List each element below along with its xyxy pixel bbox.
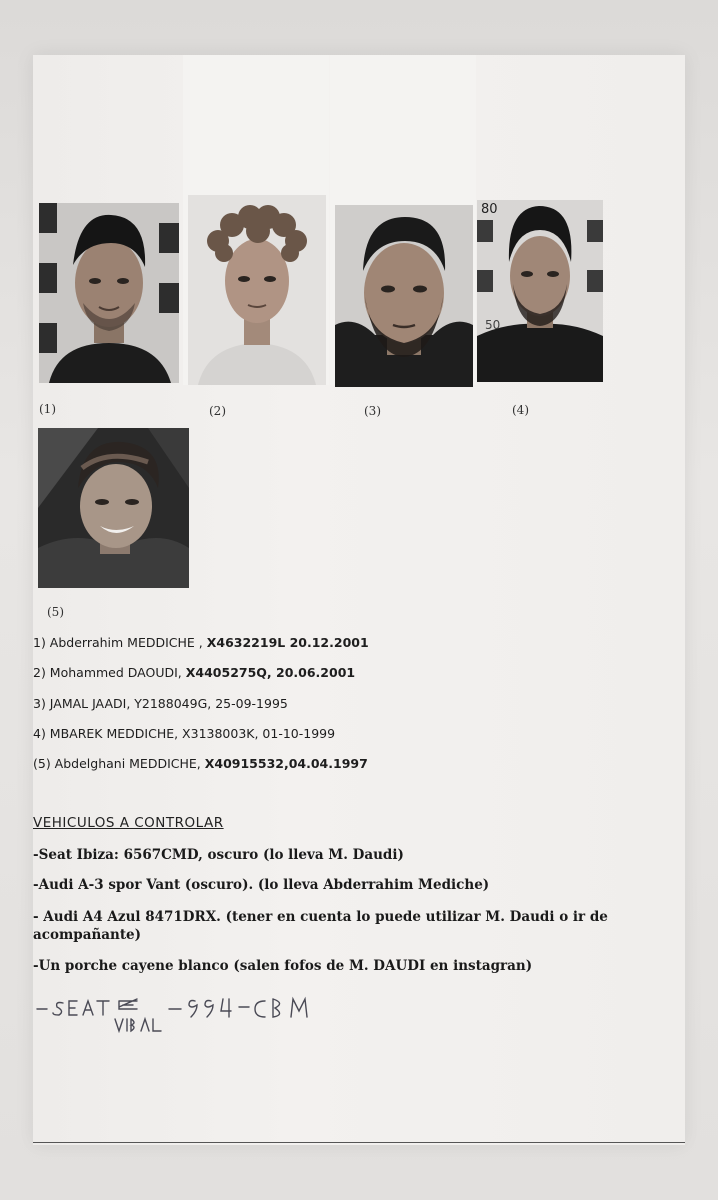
suspect-photo-2 <box>188 195 326 385</box>
photo-caption-3: (3) <box>364 404 381 418</box>
vehicle-item-2: -Audi A-3 spor Vant (oscuro). (lo lleva Abderrahim Mediche) <box>33 877 490 893</box>
photo-caption-5: (5) <box>47 605 64 619</box>
person-1-text: 1) Abderrahim MEDDICHE , <box>33 635 207 650</box>
person-5-text: (5) Abdelghani MEDDICHE, <box>33 756 205 771</box>
suspect-photo-3 <box>335 205 473 387</box>
person-2-text: 2) Mohammed DAOUDI, <box>33 665 186 680</box>
height-mark-bottom: 50 <box>485 318 501 332</box>
person-line-4 <box>33 726 335 741</box>
vehicle-item-3: - Audi A4 Azul 8471DRX. (tener en cuenta lo puede utilizar M. Daudi o ir de acompañante) <box>33 909 608 943</box>
vehicle-item-4: -Un porche cayene blanco (salen fofos de M. DAUDI en instagran) <box>33 958 533 974</box>
handwritten-note <box>33 987 363 1037</box>
person-3-text: 3) JAMAL JAADI, Y2188049G, 25-09-1995 <box>33 696 288 711</box>
photo-caption-2: (2) <box>209 404 226 418</box>
document-page <box>33 55 685 1145</box>
vehicles-heading: VEHICULOS A CONTROLAR <box>33 815 224 831</box>
handwriting-drawing <box>33 987 363 1033</box>
height-mark-top: 80 <box>481 202 498 217</box>
vehicle-item-1: -Seat Ibiza: 6567CMD, oscuro (lo lleva M. Daudi) <box>33 847 404 863</box>
person-4-text: 4) MBAREK MEDDICHE, X3138003K, 01-10-1999 <box>33 726 336 741</box>
suspect-photo-5 <box>38 428 189 588</box>
suspect-photo-4 <box>477 200 603 382</box>
person-line-3 <box>33 696 288 711</box>
photo-caption-1: (1) <box>39 402 56 416</box>
person-line-1 <box>33 635 369 650</box>
person-5-id: X40915532,04.04.1997 <box>204 756 368 771</box>
suspect-photo-1 <box>39 203 179 383</box>
photo-caption-4: (4) <box>512 403 529 417</box>
person-2-id: X4405275Q, 20.06.2001 <box>185 665 356 680</box>
person-1-id: X4632219L 20.12.2001 <box>206 635 369 650</box>
bottom-rule <box>33 1142 685 1143</box>
person-line-5 <box>33 756 368 771</box>
person-line-2 <box>33 665 355 680</box>
